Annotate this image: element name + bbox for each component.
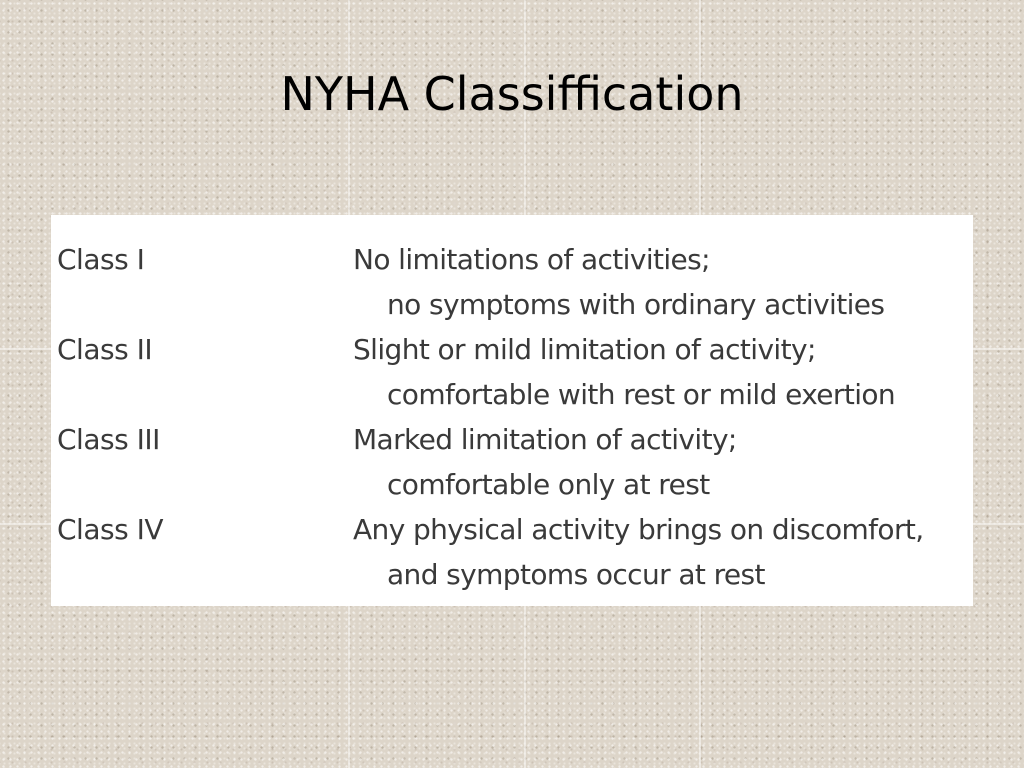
class-row-4	[51, 507, 973, 597]
class-description-line-2: and symptoms occur at rest	[387, 558, 765, 591]
class-description-line-1: Slight or mild limitation of activity;	[353, 333, 816, 366]
class-row-2	[51, 327, 973, 417]
class-description-line-2: comfortable only at rest	[387, 468, 710, 501]
class-label: Class IV	[57, 513, 163, 546]
class-description-line-2: comfortable with rest or mild exertion	[387, 378, 896, 411]
class-label: Class III	[57, 423, 160, 456]
class-description-line-1: Marked limitation of activity;	[353, 423, 737, 456]
class-description-line-1: Any physical activity brings on discomfort,	[353, 513, 924, 546]
slide-title: NYHA Classiffication	[280, 67, 744, 121]
classification-table	[51, 215, 973, 606]
class-label: Class I	[57, 243, 145, 276]
class-description-line-2: no symptoms with ordinary activities	[387, 288, 885, 321]
class-label: Class II	[57, 333, 153, 366]
class-row-1	[51, 237, 973, 327]
class-description-line-1: No limitations of activities;	[353, 243, 711, 276]
class-row-3	[51, 417, 973, 507]
